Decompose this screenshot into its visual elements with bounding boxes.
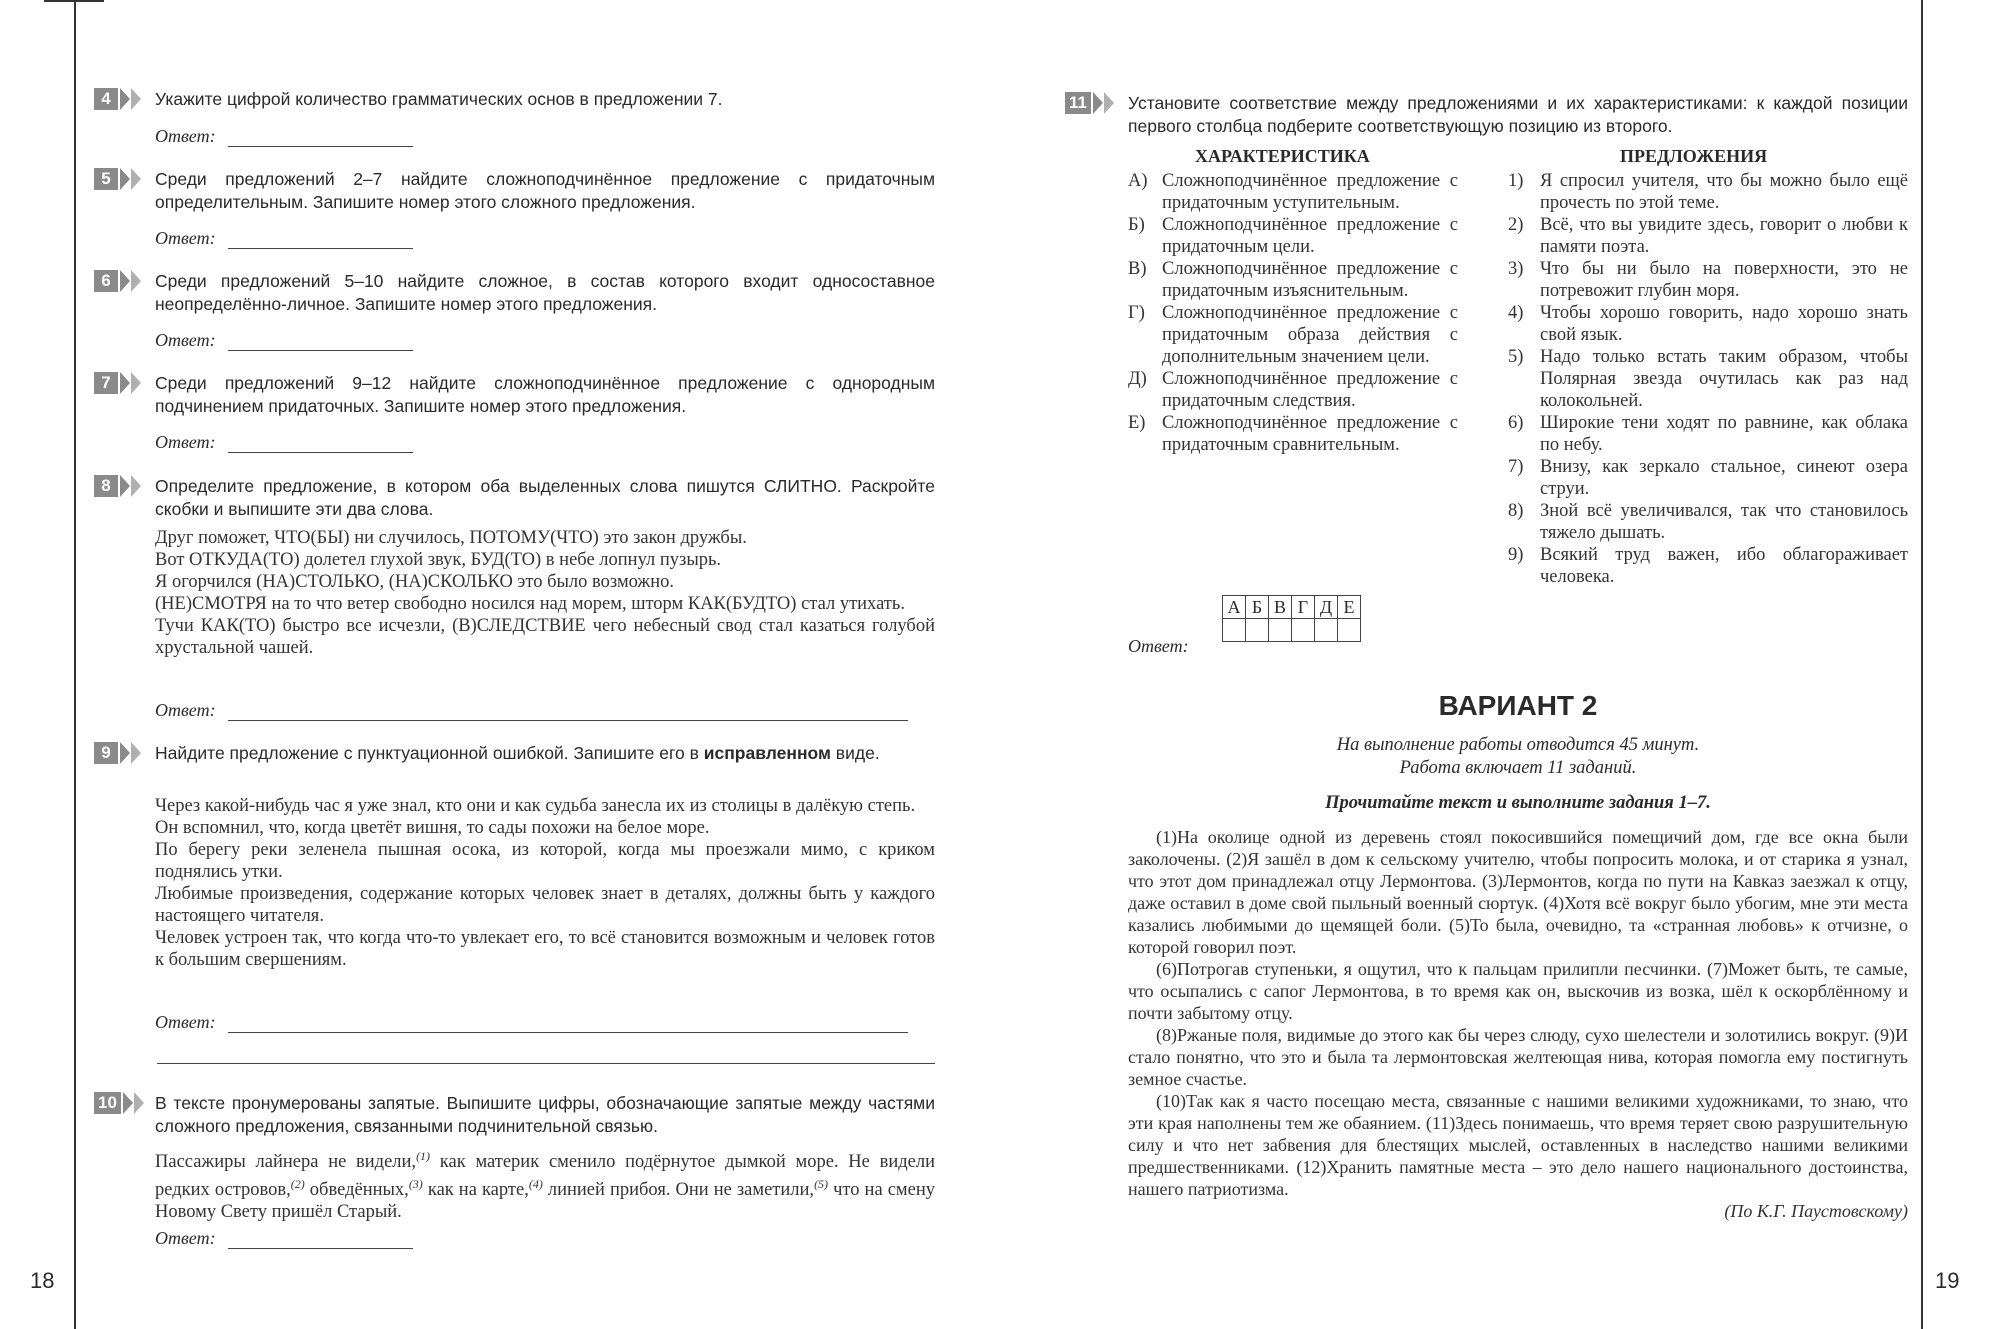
grid-cell[interactable] [1246,619,1269,642]
sentence-item: 9) Всякий труд важен, ибо облагораживает человека. [1508,545,1908,587]
grid-cell[interactable] [1315,619,1338,642]
task-8-sentences [155,527,935,659]
col2-header: ПРЕДЛОЖЕНИЯ [1620,146,1768,166]
grid-letter: А [1223,596,1246,619]
task-8-badge: 8 [94,475,141,497]
read-instruction: Прочитайте текст и выполните задания 1–7. [1325,793,1711,813]
task-9-sentences [155,795,935,971]
task-7-text: Среди предложений 9–12 найдите сложноподчинённое предложение с однородным подчинением придаточных. Запишите номер этого предложения. [155,373,935,416]
time-note-1: На выполнение работы отводится 45 минут. [1336,735,1700,755]
task-5-badge: 5 [94,168,141,190]
page-number-left: 18 [30,1268,55,1293]
characteristic-item: В) Сложноподчинённое предложение с придаточным изъяснительным. [1128,259,1458,301]
task-11-badge: 11 [1065,92,1114,114]
task-11-text: Установите соответствие между предложениями и их характеристиками: к каждой позиции первого столбца подберите соответствующую позицию из второго. [1128,93,1908,136]
task-4-text: Укажите цифрой количество грамматических основ в предложении 7. [155,89,723,109]
sentence-item: 8) Зной всё увеличивался, так что становилось тяжело дышать. [1508,501,1908,543]
grid-cell[interactable] [1223,619,1246,642]
sentence-item: 3) Что бы ни было на поверхности, это не потревожит глубин моря. [1508,259,1908,301]
task-8-line: Я огорчился (НА)СТОЛЬКО, (НА)СКОЛЬКО это было возможно. [155,572,674,592]
task-6-text: Среди предложений 5–10 найдите сложное, в состав которого входит односоставное неопределённо-личное. Запишите номер этого предложения. [155,271,935,314]
task-9-line: Любимые произведения, содержание которых человек знает в деталях, должны быть у каждого настоящего читателя. [155,884,935,926]
task-9-line: Человек устроен так, что когда что-то увлекает его, то всё становится возможным и человек готов к большим свершениям. [155,928,935,970]
task-10-text: В тексте пронумерованы запятые. Выпишите цифры, обозначающие запятые между частями сложного предложения, связанными подчинительной связью. [155,1093,935,1136]
grid-letter: В [1269,596,1292,619]
task-6-answer[interactable]: Ответ: [155,330,413,351]
characteristic-item: А) Сложноподчинённое предложение с придаточным уступительным. [1128,171,1458,213]
passage-paragraph: (1)На околице одной из деревень стоял покосившийся помещичий дом, где все окна были заколочены. (2)Я зашёл в дом к сельскому учителю, чтобы попросить молока, и от старика я узнал, что этот дом принадлежал отцу Лермонтова. (3)Лермонтов, когда по пути на Кавказ заезжал к отцу, даже оставил в доме свой пыльный военный сюртук. (4)Хотя всё вокруг было убогим, мне эти места казались любимыми до щемящей боли. (5)То была, очевидно, та «странная любовь» к отчизне, о которой говорил поэт. [1128,827,1908,957]
characteristic-item: Г) Сложноподчинённое предложение с придаточным образа действия с дополнительным значением цели. [1128,303,1458,367]
sentence-item: 1) Я спросил учителя, что бы можно было ещё прочесть по этой теме. [1508,171,1908,213]
right-page-border [1921,0,1923,1329]
grid-letter: Е [1338,596,1361,619]
task-8-line: Тучи КАК(ТО) быстро все исчезли, (В)СЛЕДСТВИЕ чего небесный свод стал казаться голубой хрустальной чашей. [155,616,935,658]
task-8-line: Вот ОТКУДА(ТО) долетел глухой звук, БУД(ТО) в небе лопнул пузырь. [155,550,722,570]
task-7-answer[interactable]: Ответ: [155,432,413,453]
characteristics-list [1128,170,1458,456]
passage-paragraph: (10)Так как я часто посещаю места, связанные с нашими великими художниками, то знаю, что эти края наполнены тем же обаянием. (11)Здесь понимаешь, что время теряет свою разрушительную силу и что нет забвения для блестящих мыслей, оставленных в наследство нашими великими предшественниками. (12)Хранить памятные места – это дело нашего национального достоинства, нашего патриотизма. [1128,1091,1908,1199]
sentence-item: 5) Надо только встать таким образом, чтобы Полярная звезда очутилась как раз над колокольней. [1508,347,1908,411]
task-4-answer[interactable]: Ответ: [155,126,413,147]
task-7-badge: 7 [94,372,141,394]
grid-cell[interactable] [1269,619,1292,642]
task-11-answer-grid[interactable] [1222,595,1361,642]
sentence-item: 6) Широкие тени ходят по равнине, как облака по небу. [1508,413,1908,455]
left-top-tick [44,0,104,2]
page-number-right: 19 [1935,1268,1960,1293]
task-11-answer-label: Ответ: [1128,636,1189,656]
time-note-2: Работа включает 11 заданий. [1399,758,1637,778]
task-8-answer[interactable]: Ответ: [155,700,908,721]
col1-header: ХАРАКТЕРИСТИКА [1195,146,1370,166]
grid-cell[interactable] [1292,619,1315,642]
sentence-item: 2) Всё, что вы увидите здесь, говорит о любви к памяти поэта. [1508,215,1908,257]
task-9-answer[interactable]: Ответ: [155,1012,908,1033]
task-9-line: Он вспомнил, что, когда цветёт вишня, то сады похожи на белое море. [155,818,710,838]
sentence-item: 4) Чтобы хорошо говорить, надо хорошо знать свой язык. [1508,303,1908,345]
task-10-passage: Пассажиры лайнера не видели,$^{(1)}$ как материк сменило подёрнутое дымкой море. Не видели редких островов,$^{(2)}$ обведённых,$^{(3)}$ как на карте,$^{(4)}$ линией прибоя. Они не заметили,$^{(5)}$ что на смену Новому Свету пришёл Старый. [155,1149,935,1223]
grid-letter: Г [1292,596,1315,619]
characteristic-item: Е) Сложноподчинённое предложение с придаточным сравнительным. [1128,413,1458,455]
passage-paragraph: (8)Ржаные поля, видимые до этого как бы через слюду, сухо шелестели и золотились вокруг. (9)И стало понятно, что это и была та лермонтовская желтеющая нива, которая помогла ему постигнуть земное счастье. [1128,1025,1908,1089]
passage-author: (По К.Г. Паустовскому) [1724,1201,1908,1221]
task-9-line: Через какой-нибудь час я уже знал, кто они и как судьба занесла их из столицы в далёкую степь. [155,796,916,816]
task-9-badge: 9 [94,742,141,764]
characteristic-item: Д) Сложноподчинённое предложение с придаточным следствия. [1128,369,1458,411]
task-5-text: Среди предложений 2–7 найдите сложноподчинённое предложение с придаточным определительным. Запишите номер этого сложного предложения. [155,169,935,212]
grid-letter: Б [1246,596,1269,619]
task-6-badge: 6 [94,270,141,292]
passage-paragraph: (6)Потрогав ступеньки, я ощутил, что к пальцам прилипли песчинки. (7)Может быть, те самые, что осыпались с сапог Лермонтова, в то время как он, выскочив из возка, шёл к оскорблённому и почти забытому отцу. [1128,959,1908,1023]
sentence-item: 7) Внизу, как зеркало стальное, синеют озера струи. [1508,457,1908,499]
task-10-answer[interactable]: Ответ: [155,1228,413,1249]
variant-title: ВАРИАНТ 2 [1438,690,1598,721]
task-9-answer-line-2[interactable] [157,1063,935,1064]
left-page-border [74,0,76,1329]
task-8-line: Друг поможет, ЧТО(БЫ) ни случилось, ПОТОМУ(ЧТО) это закон дружбы. [155,528,747,548]
sentences-list [1508,170,1908,588]
task-4-badge: 4 [94,88,141,110]
task-10-badge: 10 [94,1092,144,1114]
task-5-answer[interactable]: Ответ: [155,228,413,249]
grid-letter: Д [1315,596,1338,619]
grid-cell[interactable] [1338,619,1361,642]
task-9-line: По берегу реки зеленела пышная осока, из которой, когда мы проезжали мимо, с криком поднялись утки. [155,840,935,882]
reading-passage [1128,826,1908,1222]
task-9-text: Найдите предложение с пунктуационной ошибкой. Запишите его в исправленном виде. [155,743,880,763]
task-8-line: (НЕ)СМОТРЯ на то что ветер свободно носился над морем, шторм КАК(БУДТО) стал утихать. [155,594,905,614]
characteristic-item: Б) Сложноподчинённое предложение с придаточным цели. [1128,215,1458,257]
task-8-text: Определите предложение, в котором оба выделенных слова пишутся СЛИТНО. Раскройте скобки и выпишите эти два слова. [155,476,935,519]
